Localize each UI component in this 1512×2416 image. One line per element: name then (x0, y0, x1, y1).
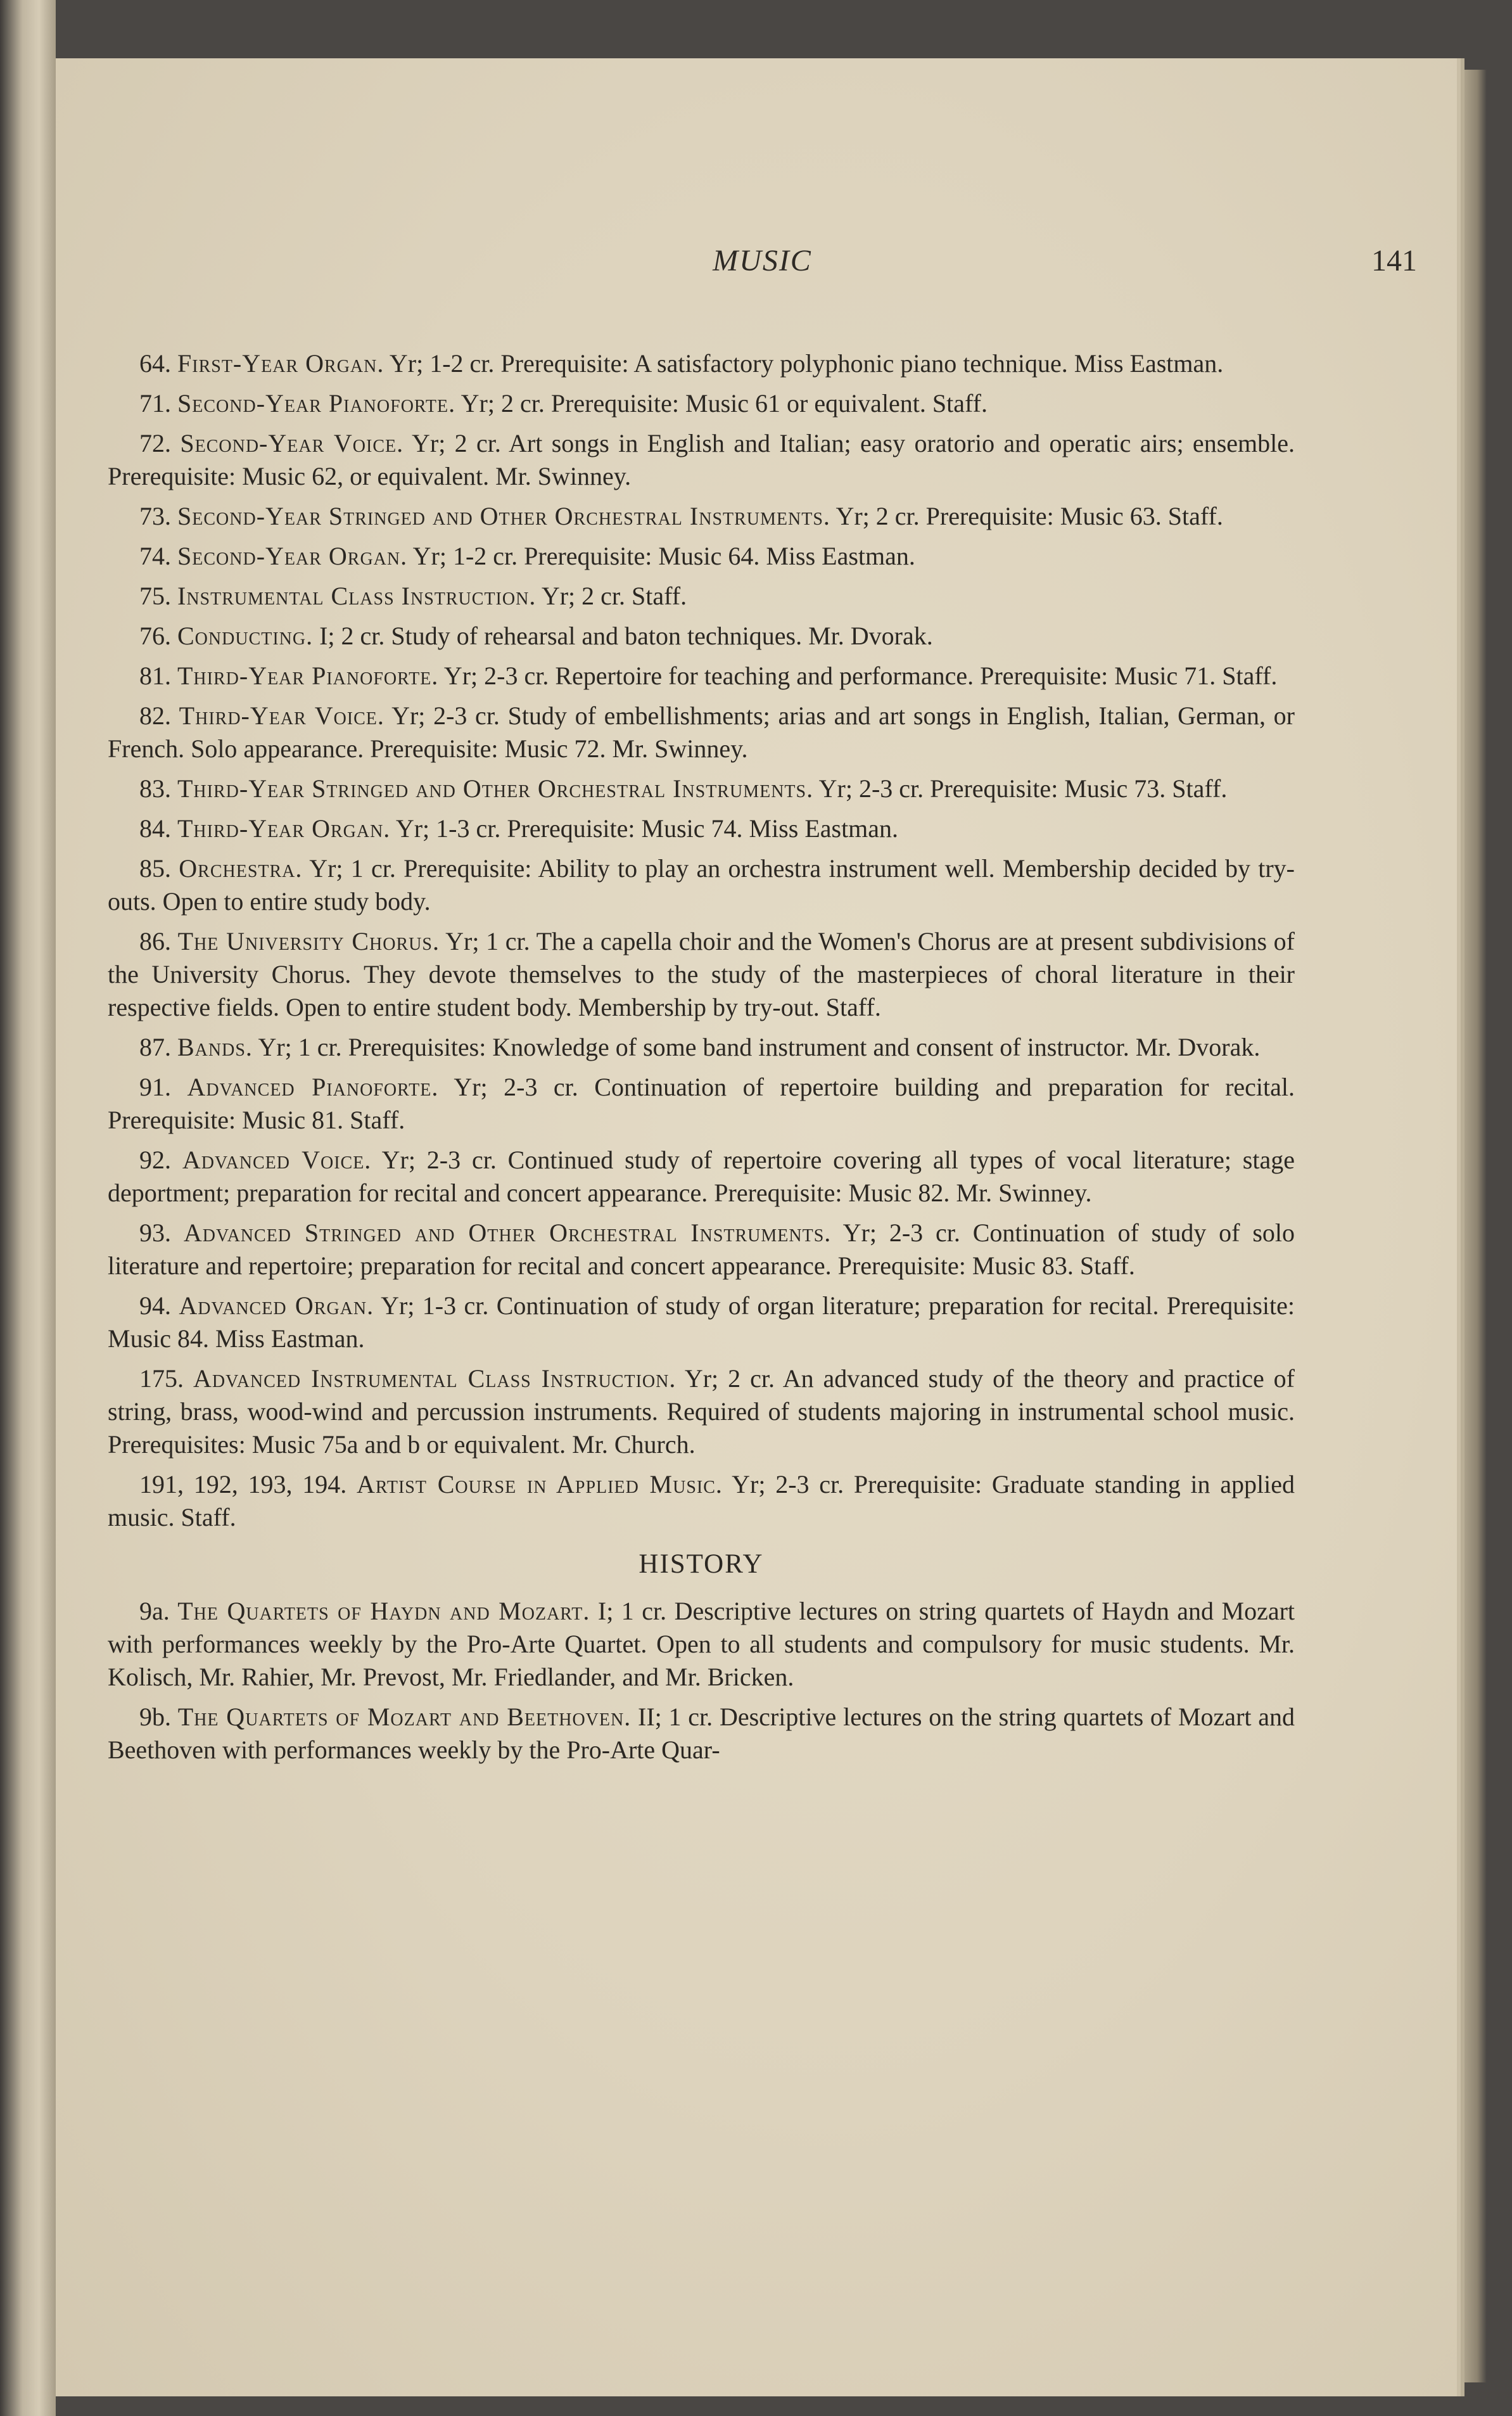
course-title: Second-Year Pianoforte. (177, 389, 456, 418)
course-title: Third-Year Pianoforte. (177, 662, 439, 690)
course-description: Yr; 1-3 cr. Continuation of study of organ literature; preparation for recital. Prerequisite: Music 84. Miss Eastman. (108, 1291, 1295, 1353)
course-title: The Quartets of Haydn and Mozart. (177, 1597, 590, 1625)
course-entry (108, 347, 1295, 380)
page-stack-edge (1455, 70, 1487, 2382)
course-entry (108, 1144, 1295, 1210)
course-title: Advanced Instrumental Class Instruction. (193, 1364, 677, 1393)
course-number: 191, 192, 193, 194. (139, 1470, 347, 1499)
course-number: 74. (139, 542, 171, 570)
course-title: Orchestra. (179, 854, 303, 883)
course-title: The University Chorus. (177, 927, 440, 956)
course-entry (108, 580, 1295, 613)
course-description: Yr; 2 cr. An advanced study of the theory and practice of string, brass, wood-wind and percussion instruments. Required of students majoring in instrumental school music. Prerequisites: Music 75a and b or equivalent. Mr. Church. (108, 1364, 1295, 1459)
course-title: Advanced Organ. (179, 1291, 374, 1320)
course-title: First-Year Organ. (177, 349, 384, 378)
course-title: Third-Year Voice. (179, 701, 384, 730)
course-title: Bands. (177, 1033, 253, 1061)
course-number: 73. (139, 502, 171, 530)
course-number: 83. (139, 774, 171, 803)
course-description: II; 1 cr. Descriptive lectures on the string quartets of Mozart and Beethoven with performances weekly by the Pro-Arte Quar- (108, 1703, 1295, 1764)
course-entry (108, 540, 1295, 573)
course-description: Yr; 2-3 cr. Study of embellishments; arias and art songs in English, Italian, German, or French. Solo appearance. Prerequisite: Music 72. Mr. Swinney. (108, 701, 1295, 763)
course-description: Yr; 1-3 cr. Prerequisite: Music 74. Miss Eastman. (395, 814, 899, 843)
course-number: 76. (139, 622, 171, 650)
course-title: Advanced Stringed and Other Orchestral Instruments. (183, 1218, 832, 1247)
course-title: Second-Year Stringed and Other Orchestral Instruments. (177, 502, 830, 530)
course-entry (108, 812, 1295, 845)
course-title: Second-Year Voice. (180, 429, 404, 457)
course-number: 93. (139, 1218, 171, 1247)
course-description: Yr; 2-3 cr. Continuation of repertoire building and preparation for recital. Prerequisite: Music 81. Staff. (108, 1073, 1295, 1134)
course-entry (108, 1031, 1295, 1064)
course-entry (108, 1071, 1295, 1137)
course-description: Yr; 2-3 cr. Prerequisite: Graduate standing in applied music. Staff. (108, 1470, 1295, 1531)
course-description: Yr; 2 cr. Art songs in English and Italian; easy oratorio and operatic airs; ensemble. Prerequisite: Music 62, or equivalent. Mr. Swinney. (108, 429, 1295, 490)
course-entry (108, 1595, 1295, 1694)
course-number: 9a. (139, 1597, 170, 1625)
course-entry (108, 1362, 1295, 1461)
course-description: Yr; 1 cr. Prerequisites: Knowledge of some band instrument and consent of instructor. Mr. Dvorak. (258, 1033, 1261, 1061)
course-entry (108, 925, 1295, 1024)
section-heading-history: HISTORY (638, 1549, 764, 1579)
course-entry (108, 427, 1295, 493)
course-number: 175. (139, 1364, 184, 1393)
course-entry (108, 1468, 1295, 1534)
course-entry (108, 500, 1295, 533)
course-number: 9b. (139, 1703, 171, 1731)
course-entry (108, 852, 1295, 918)
course-description: Yr; 1 cr. The a capella choir and the Women's Chorus are at present subdivisions of the University Chorus. They devote themselves to the study of the masterpieces of choral literature in their respective fields. Open to entire student body. Membership by try-out. Staff. (108, 927, 1295, 1021)
course-title: Advanced Pianoforte. (187, 1073, 439, 1101)
course-number: 87. (139, 1033, 171, 1061)
course-number: 71. (139, 389, 171, 418)
course-entry (108, 620, 1295, 653)
course-description: Yr; 1-2 cr. Prerequisite: A satisfactory polyphonic piano technique. Miss Eastman. (389, 349, 1224, 378)
course-title: Third-Year Organ. (177, 814, 391, 843)
course-number: 92. (139, 1146, 171, 1174)
history-course-list (108, 1595, 1295, 1767)
course-description: Yr; 2 cr. Prerequisite: Music 63. Staff. (835, 502, 1223, 530)
course-entry (108, 772, 1295, 805)
course-number: 86. (139, 927, 171, 956)
course-entry (108, 700, 1295, 765)
course-number: 75. (139, 582, 171, 610)
course-description: Yr; 2-3 cr. Repertoire for teaching and performance. Prerequisite: Music 71. Staff. (443, 662, 1278, 690)
course-number: 72. (139, 429, 171, 457)
running-header (108, 243, 1417, 281)
course-listing (108, 347, 1295, 1774)
course-title: Advanced Voice. (182, 1146, 372, 1174)
course-description: Yr; 2-3 cr. Continued study of repertoire covering all types of vocal literature; stage deportment; preparation for recital and concert appearance. Prerequisite: Music 82. Mr. Swinney. (108, 1146, 1295, 1207)
course-title: Second-Year Organ. (177, 542, 408, 570)
course-number: 85. (139, 854, 171, 883)
course-number: 91. (139, 1073, 171, 1101)
course-number: 64. (139, 349, 171, 378)
course-description: I; 1 cr. Descriptive lectures on string quartets of Haydn and Mozart with performances weekly by the Pro-Arte Quartet. Open to all students and compulsory for music students. Mr. Kolisch, Mr. Rahier, Mr. Prevost, Mr. Friedlander, and Mr. Bricken. (108, 1597, 1295, 1691)
course-description: Yr; 2-3 cr. Continuation of study of solo literature and repertoire; preparation for recital and concert appearance. Prerequisite: Music 83. Staff. (108, 1218, 1295, 1280)
course-entry (108, 1701, 1295, 1767)
course-entry (108, 660, 1295, 693)
course-title: Conducting. (177, 622, 314, 650)
course-title: The Quartets of Mozart and Beethoven. (177, 1703, 632, 1731)
course-description: Yr; 2-3 cr. Prerequisite: Music 73. Staff. (818, 774, 1228, 803)
adjacent-page-edge (0, 0, 56, 2416)
music-course-list (108, 347, 1295, 1534)
course-title: Instrumental Class Instruction. (177, 582, 537, 610)
course-title: Third-Year Stringed and Other Orchestral Instruments. (177, 774, 814, 803)
course-title: Artist Course in Applied Music. (356, 1470, 723, 1499)
course-description: Yr; 1-2 cr. Prerequisite: Music 64. Miss Eastman. (412, 542, 915, 570)
course-description: Yr; 2 cr. Prerequisite: Music 61 or equivalent. Staff. (461, 389, 988, 418)
course-description: Yr; 1 cr. Prerequisite: Ability to play an orchestra instrument well. Membership decided by try-outs. Open to entire study body. (108, 854, 1295, 916)
course-entry (108, 1217, 1295, 1282)
page-number: 141 (1371, 244, 1417, 278)
running-title: MUSIC (713, 244, 812, 278)
course-number: 81. (139, 662, 171, 690)
course-number: 94. (139, 1291, 171, 1320)
course-number: 84. (139, 814, 171, 843)
course-number: 82. (139, 701, 171, 730)
course-description: I; 2 cr. Study of rehearsal and baton techniques. Mr. Dvorak. (319, 622, 933, 650)
course-entry (108, 387, 1295, 420)
course-entry (108, 1289, 1295, 1355)
course-description: Yr; 2 cr. Staff. (541, 582, 687, 610)
